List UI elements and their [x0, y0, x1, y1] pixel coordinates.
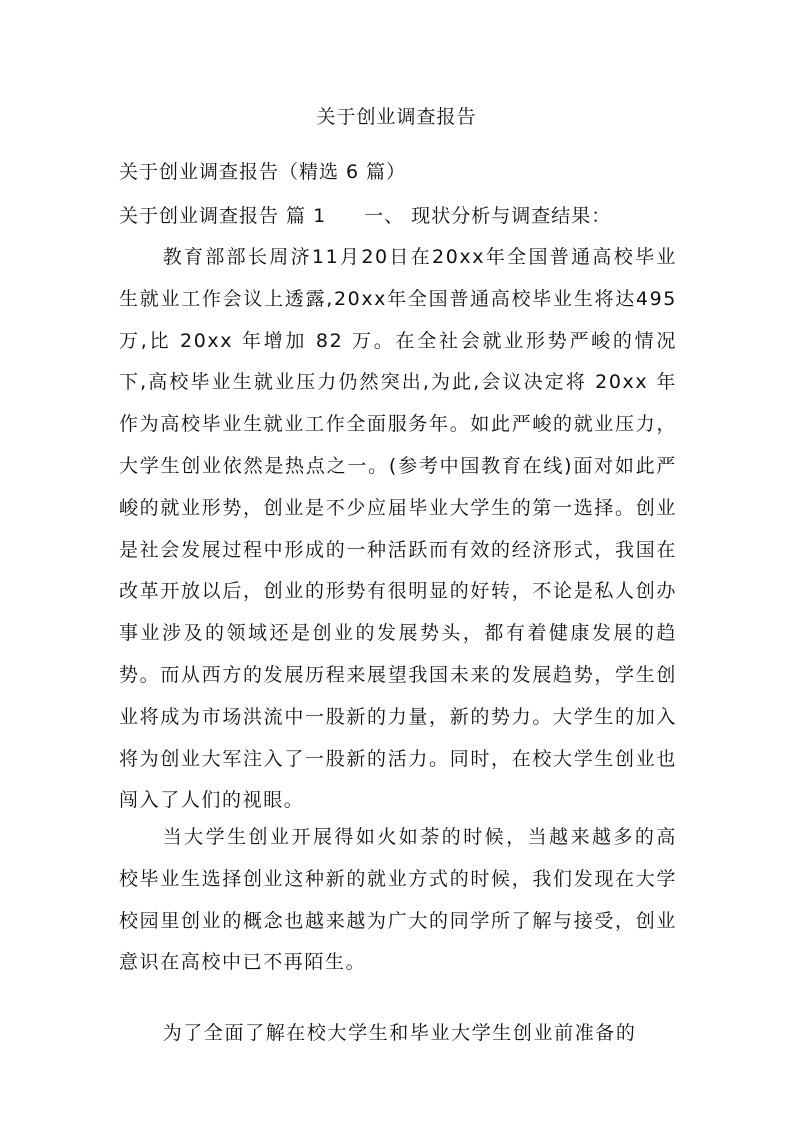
body-paragraph: 教育部部长周济11月20日在20xx年全国普通高校毕业生就业工作会议上透露,20xx年全国普通高校毕业生将达495万,比 20xx 年增加 82 万。在全社会就业形势严峻的情况下,高校毕业生就业压力仍然突出,为此,会议决定将 20xx 年作为高校毕业生就业工作全面服务年。如此严峻的就业压力，大学生创业依然是热点之一。(参考中国教育在线)面对如此严峻的就业形势，创业是不少应届毕业大学生的第一选择。创业是社会发展过程中形成的一种活跃而有效的经济形式，我国在改革开放以后，创业的形势有很明显的好转，不论是私人创办事业涉及的领域还是创业的发展势头，都有着健康发展的趋势。而从西方的发展历程来展望我国未来的发展趋势，学生创业将成为市场洪流中一股新的力量，新的势力。大学生的加入将为创业大军注入了一股新的活力。同时，在校大学生创业也闯入了人们的视眼。	[119, 246, 677, 812]
section-subheading: 一、 现状分析与调查结果：	[364, 205, 612, 227]
section-heading: 关于创业调查报告 篇 1	[119, 205, 327, 227]
body-paragraph: 为了全面了解在校大学生和毕业大学生创业前准备的	[162, 1022, 637, 1044]
document-title: 关于创业调查报告	[316, 106, 477, 128]
document-subtitle: 关于创业调查报告（精选 6 篇）	[119, 161, 407, 183]
section-heading-line	[119, 202, 679, 230]
body-paragraph: 当大学生创业开展得如火如荼的时候，当越来越多的高校毕业生选择创业这种新的就业方式的时候，我们发现在大学校园里创业的概念也越来越为广大的同学所了解与接受，创业意识在高校中已不再陌生。	[119, 826, 677, 974]
